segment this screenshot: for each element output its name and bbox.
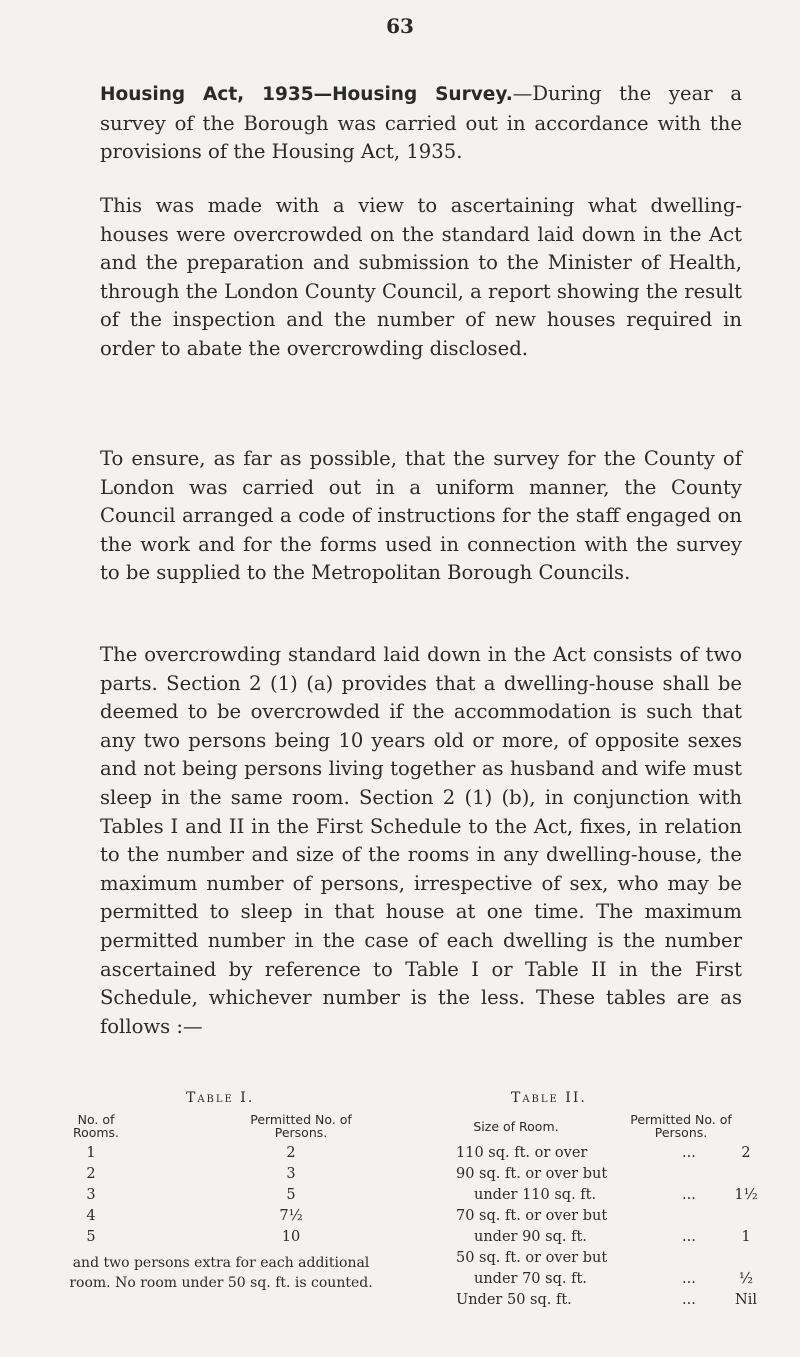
leader-dots: ... — [682, 1292, 696, 1308]
table-row — [56, 1187, 386, 1208]
persons-cell: ½ — [738, 1271, 754, 1287]
persons-cell: 1½ — [734, 1187, 758, 1203]
persons-cell: 10 — [281, 1229, 301, 1245]
rooms-cell: 5 — [86, 1229, 96, 1245]
table-1-note: and two persons extra for each additional room. No room under 50 sq. ft. is counted. — [69, 1255, 373, 1291]
table-row — [56, 1229, 386, 1250]
persons-cell: 2 — [286, 1145, 296, 1161]
leader-dots: ... — [682, 1187, 696, 1203]
leader-dots: ... — [682, 1145, 696, 1161]
table-row — [56, 1208, 386, 1229]
table-row — [436, 1250, 766, 1271]
page-number: 63 — [386, 14, 414, 38]
table-2-title: Table II. — [511, 1090, 587, 1106]
persons-cell: 5 — [286, 1187, 296, 1203]
leader-dots: ... — [682, 1229, 696, 1245]
table-row — [436, 1187, 766, 1208]
size-cell: under 90 sq. ft. — [474, 1229, 587, 1245]
persons-cell: Nil — [735, 1292, 757, 1308]
table-row — [436, 1271, 766, 1292]
persons-cell: 2 — [741, 1145, 751, 1161]
table-2-col-persons: Permitted No. of Persons. — [630, 1112, 732, 1140]
paragraph-standard — [100, 641, 742, 1041]
paragraph-standard-text: The overcrowding standard laid down in the Act consists of two parts. Section 2 (1) (a) provides that a dwelling-house shall be deemed to be overcrowded if the accommodation is such that any two persons being 10 years old or more, of opposite sexes and not being persons living together as husband and wife must sleep in the same room. Section 2 (1) (b), in conjunction with Tables I and II in the First Schedule to the Act, fixes, in relation to the number and size of the rooms in any dwelling-house, the maximum number of persons, irrespective of sex, who may be permitted to sleep in that house at one time. The maximum permitted number in the case of each dwelling is the number ascertained by reference to Table I or Table II in the First Schedule, whichever number is the less. These tables are as follows :— — [100, 643, 742, 1038]
paragraph-purpose-text: This was made with a view to ascertaining what dwelling-houses were overcrowded on the standard laid down in the Act and the preparation and submission to the Minister of Health, through the London County Council, a report showing the result of the inspection and the number of new houses required in order to abate the overcrowding disclosed. — [100, 194, 742, 360]
rooms-cell: 2 — [86, 1166, 96, 1182]
section-heading: Housing Act, 1935—Housing Survey. — [100, 84, 513, 105]
persons-cell: 7½ — [279, 1208, 303, 1224]
rooms-cell: 3 — [86, 1187, 96, 1203]
paragraph-uniformity-text: To ensure, as far as possible, that the survey for the County of London was carried out in a uniform manner, the County Council arranged a code of instructions for the staff engaged on the work and for the forms used in connection with the survey to be supplied to the Metropolitan Borough Councils. — [100, 447, 742, 585]
size-cell: under 110 sq. ft. — [474, 1187, 597, 1203]
table-1-title: Table I. — [186, 1090, 255, 1106]
intro-text: —During the year a survey of the Borough was carried out in accordance with the provisions of the Housing Act, 1935. — [100, 82, 743, 164]
persons-cell: 1 — [741, 1229, 751, 1245]
table-1-body — [56, 1145, 386, 1250]
table-row — [436, 1229, 766, 1250]
table-2-body — [436, 1145, 766, 1313]
size-cell: 90 sq. ft. or over but — [456, 1166, 608, 1182]
persons-cell: 3 — [286, 1166, 296, 1182]
size-cell: 50 sq. ft. or over but — [456, 1250, 608, 1266]
size-cell: 110 sq. ft. or over — [456, 1145, 588, 1161]
table-row — [436, 1292, 766, 1313]
size-cell: 70 sq. ft. or over but — [456, 1208, 608, 1224]
table-row — [436, 1145, 766, 1166]
table-row — [56, 1166, 386, 1187]
size-cell: under 70 sq. ft. — [474, 1271, 587, 1287]
table-row — [436, 1166, 766, 1187]
paragraph-uniformity — [100, 445, 742, 588]
paragraph-intro — [100, 80, 742, 167]
table-1-col-persons: Permitted No. of Persons. — [250, 1112, 352, 1140]
leader-dots: ... — [682, 1271, 696, 1287]
paragraph-purpose — [100, 192, 742, 364]
size-cell: Under 50 sq. ft. — [456, 1292, 572, 1308]
table-1-col-rooms: No. of Rooms. — [72, 1112, 120, 1140]
rooms-cell: 1 — [86, 1145, 96, 1161]
table-row — [56, 1145, 386, 1166]
table-row — [436, 1208, 766, 1229]
table-2-col-size: Size of Room. — [473, 1119, 559, 1134]
schedule-tables — [56, 1090, 756, 1315]
rooms-cell: 4 — [86, 1208, 96, 1224]
